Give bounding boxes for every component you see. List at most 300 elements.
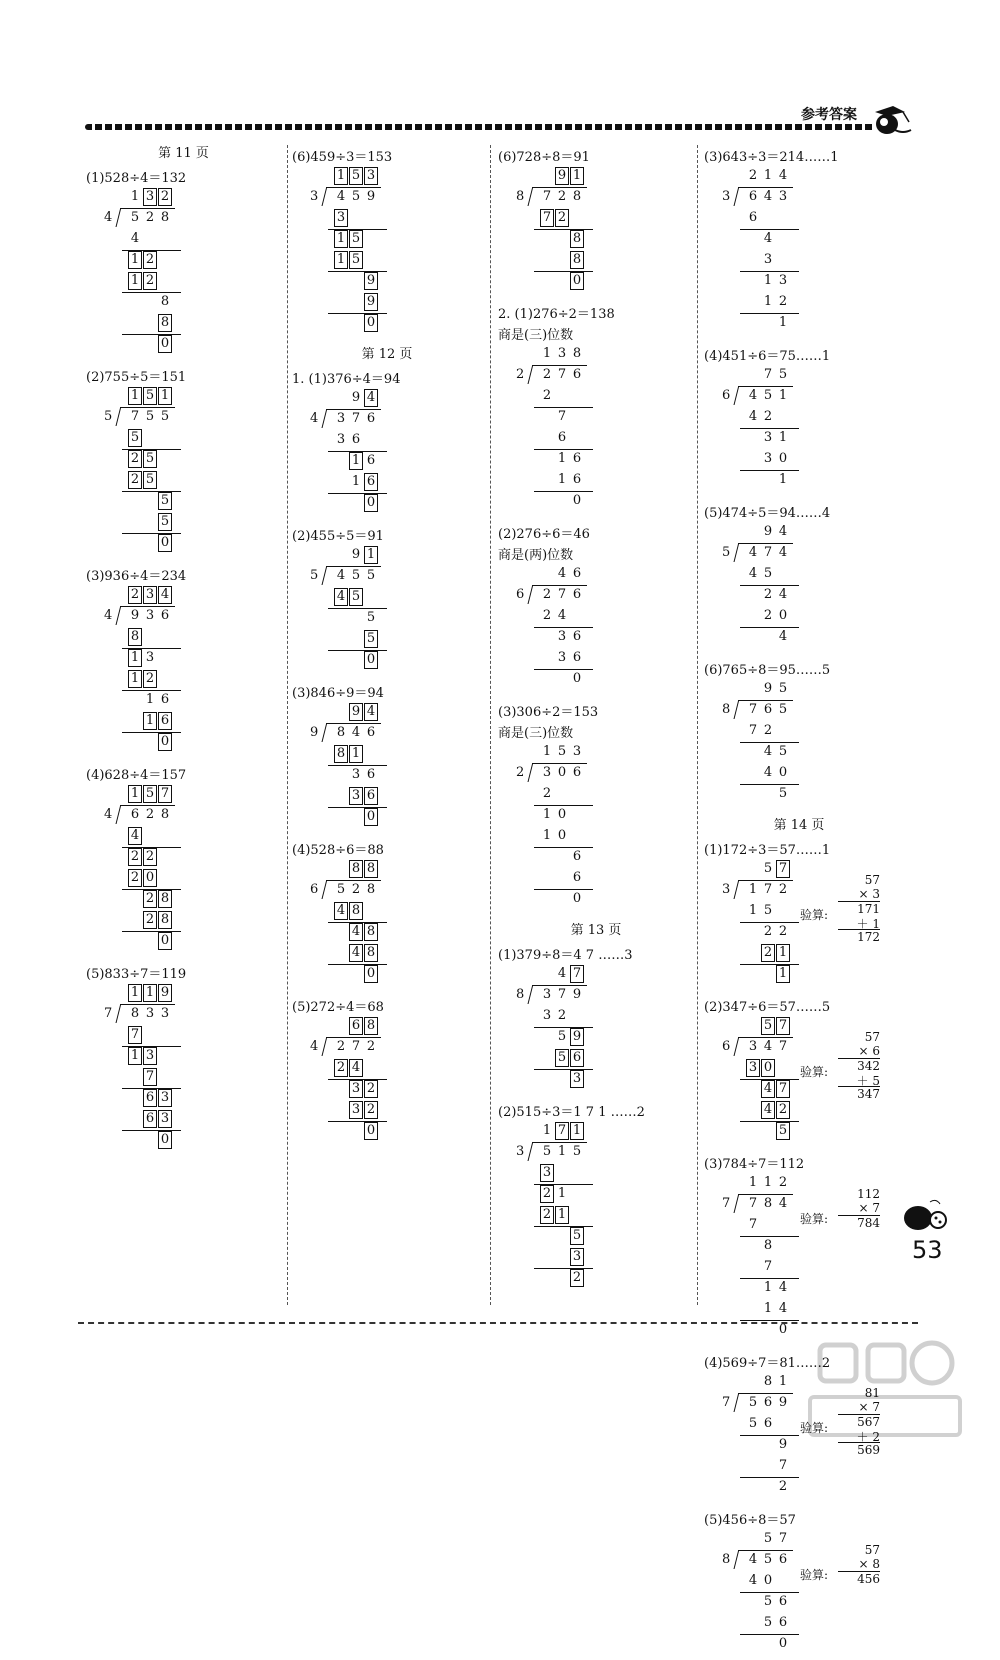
answer-box-digit: 5 — [349, 167, 363, 185]
problem-equation: 2. (1)276÷2＝138 — [498, 307, 615, 322]
digit: 4 — [557, 966, 567, 981]
digit: 6 — [160, 692, 170, 707]
digit: 9 — [763, 524, 773, 539]
digit: 5 — [336, 882, 346, 897]
long-division — [292, 546, 482, 676]
step-rule — [328, 650, 387, 651]
answer-box-digit: 8 — [570, 230, 584, 248]
verification-line: 112 — [857, 1186, 880, 1201]
long-division — [292, 389, 482, 519]
problem-equation: (2)347÷6＝57……5 — [704, 1000, 831, 1015]
answer-box-digit: 0 — [570, 272, 584, 290]
digit: 4 — [336, 189, 346, 204]
answer-box-digit: 5 — [349, 588, 363, 606]
digit: 2 — [557, 189, 567, 204]
verification-line: 57 — [864, 1542, 880, 1557]
divisor: 6 — [722, 1039, 731, 1054]
answer-box-digit: 3 — [334, 209, 348, 227]
section-heading: 第 11 页 — [158, 146, 209, 161]
problem-equation: (2)755÷5＝151 — [86, 370, 187, 385]
verification-label: 验算: — [800, 1567, 829, 1582]
answer-box-digit: 3 — [143, 586, 157, 604]
digit: 6 — [572, 587, 582, 602]
digit: 4 — [763, 744, 773, 759]
answer-box-digit: 5 — [364, 630, 378, 648]
step-rule — [534, 271, 593, 272]
long-division — [498, 1122, 694, 1294]
digit: 2 — [542, 608, 552, 623]
digit: 9 — [572, 987, 582, 1002]
answer-box-digit: 2 — [364, 1101, 378, 1119]
digit: 6 — [763, 702, 773, 717]
long-division — [292, 167, 482, 339]
digit: 1 — [763, 1301, 773, 1316]
digit: 6 — [366, 767, 376, 782]
digit: 5 — [763, 1552, 773, 1567]
digit: 5 — [748, 1416, 758, 1431]
step-rule — [534, 229, 593, 230]
answer-box-digit: 2 — [570, 1269, 584, 1287]
problem-equation: (5)833÷7＝119 — [86, 967, 187, 982]
answer-box-digit: 4 — [761, 1080, 775, 1098]
digit: 2 — [542, 786, 552, 801]
answer-box-digit: 8 — [349, 902, 363, 920]
digit: 5 — [778, 702, 788, 717]
digit: 1 — [748, 882, 758, 897]
digit: 1 — [763, 168, 773, 183]
long-division — [86, 984, 281, 1156]
answer-box-digit: 8 — [349, 860, 363, 878]
long-division — [86, 188, 281, 360]
step-rule — [740, 470, 799, 471]
answer-box-digit: 7 — [540, 209, 554, 227]
digit: 1 — [542, 828, 552, 843]
answer-box-digit: 1 — [143, 712, 157, 730]
verification-line: 172 — [838, 929, 880, 944]
answer-box-digit: 7 — [776, 1080, 790, 1098]
answer-box-digit: 1 — [570, 1122, 584, 1140]
digit: 6 — [763, 1395, 773, 1410]
digit: 3 — [763, 252, 773, 267]
digit-count-note: 商是(两)位数 — [498, 548, 574, 563]
divisor: 2 — [516, 765, 525, 780]
answer-box-digit: 6 — [364, 473, 378, 491]
answer-box-digit: 9 — [570, 1028, 584, 1046]
answer-box-digit: 4 — [334, 902, 348, 920]
answer-box-digit: 6 — [143, 1110, 157, 1128]
divisor: 8 — [516, 987, 525, 1002]
digit: 1 — [778, 430, 788, 445]
long-division — [704, 1174, 894, 1346]
answer-box-digit: 2 — [128, 586, 142, 604]
digit: 2 — [778, 294, 788, 309]
digit: 5 — [145, 409, 155, 424]
digit: 1 — [145, 692, 155, 707]
answer-box-digit: 7 — [776, 860, 790, 878]
step-rule — [122, 491, 181, 492]
step-rule — [328, 493, 387, 494]
digit: 5 — [778, 744, 788, 759]
cartoon-decoration-icon — [900, 1194, 950, 1234]
problem-equation: (3)846÷9＝94 — [292, 686, 384, 701]
long-division — [498, 345, 694, 517]
divisor: 4 — [310, 411, 319, 426]
answer-box-digit: 0 — [158, 335, 172, 353]
step-rule — [122, 292, 181, 293]
digit: 1 — [778, 388, 788, 403]
divisor: 3 — [722, 189, 731, 204]
step-rule — [534, 669, 593, 670]
verification-line: 569 — [838, 1442, 880, 1457]
long-division — [498, 965, 694, 1095]
digit: 4 — [763, 765, 773, 780]
step-rule — [122, 334, 181, 335]
answer-box-digit: 0 — [364, 1122, 378, 1140]
long-division — [498, 565, 694, 695]
answer-box-digit: 4 — [128, 827, 142, 845]
digit: 4 — [778, 168, 788, 183]
divisor: 7 — [722, 1196, 731, 1211]
answer-box-digit: 1 — [334, 167, 348, 185]
answer-column-3 — [498, 140, 694, 1305]
step-rule — [740, 784, 799, 785]
problem-equation: (6)728÷8＝91 — [498, 150, 590, 165]
digit: 5 — [351, 189, 361, 204]
answer-box-digit: 8 — [364, 1017, 378, 1035]
answer-box-digit: 7 — [143, 1068, 157, 1086]
answer-box-digit: 3 — [143, 1047, 157, 1065]
problem-equation: (5)474÷5＝94……4 — [704, 506, 831, 521]
long-division — [86, 387, 281, 559]
divisor: 7 — [722, 1395, 731, 1410]
problem-equation: (4)451÷6＝75……1 — [704, 349, 831, 364]
answer-box-digit: 2 — [128, 848, 142, 866]
answer-box-digit: 1 — [128, 272, 142, 290]
page-header — [85, 100, 915, 140]
verification-line: 567 — [838, 1414, 880, 1429]
answer-box-digit: 5 — [128, 429, 142, 447]
answer-box-digit: 4 — [158, 586, 172, 604]
section-heading: 第 13 页 — [570, 923, 622, 938]
answer-box-digit: 3 — [349, 787, 363, 805]
digit: 8 — [160, 210, 170, 225]
digit: 7 — [748, 723, 758, 738]
digit: 0 — [778, 765, 788, 780]
answer-box-digit: 4 — [349, 944, 363, 962]
digit: 7 — [778, 1458, 788, 1473]
digit: 4 — [557, 566, 567, 581]
digit: 9 — [351, 390, 361, 405]
answer-box-digit: 1 — [158, 387, 172, 405]
answer-box-digit: 0 — [158, 534, 172, 552]
digit: 7 — [351, 1039, 361, 1054]
answer-box-digit: 7 — [570, 965, 584, 983]
problem-equation: (2)515÷3＝1 7 1 ……2 — [498, 1105, 645, 1120]
answer-box-digit: 5 — [143, 387, 157, 405]
digit: 2 — [778, 1175, 788, 1190]
answer-box-digit: 5 — [143, 471, 157, 489]
digit: 2 — [778, 924, 788, 939]
answer-box-digit: 6 — [158, 712, 172, 730]
digit: 2 — [763, 608, 773, 623]
long-division — [704, 680, 894, 810]
answer-box-digit: 7 — [555, 1122, 569, 1140]
step-rule — [534, 847, 593, 848]
problem-equation: (1)172÷3＝57……1 — [704, 843, 831, 858]
long-division — [704, 167, 894, 339]
answer-box-digit: 1 — [334, 230, 348, 248]
digit: 7 — [763, 1259, 773, 1274]
answer-box-digit: 1 — [776, 965, 790, 983]
answer-box-digit: 1 — [128, 670, 142, 688]
digit: 3 — [778, 189, 788, 204]
digit: 0 — [557, 807, 567, 822]
digit: 2 — [145, 807, 155, 822]
answer-box-digit: 3 — [158, 1110, 172, 1128]
divisor: 8 — [722, 1552, 731, 1567]
digit: 9 — [351, 547, 361, 562]
digit: 3 — [778, 273, 788, 288]
digit: 8 — [160, 294, 170, 309]
digit: 5 — [763, 388, 773, 403]
digit: 2 — [763, 723, 773, 738]
verification-line: × 3 — [858, 886, 880, 901]
step-rule — [534, 491, 593, 492]
answer-box-digit: 7 — [128, 1026, 142, 1044]
divisor: 2 — [516, 367, 525, 382]
answer-box-digit: 3 — [540, 1164, 554, 1182]
problem-equation: (2)276÷6＝46 — [498, 527, 590, 542]
digit: 1 — [778, 315, 788, 330]
answer-box-digit: 2 — [143, 911, 157, 929]
answer-box-digit: 8 — [364, 860, 378, 878]
digit: 7 — [778, 1039, 788, 1054]
problem-equation: (3)306÷2＝153 — [498, 705, 599, 720]
digit: 0 — [778, 451, 788, 466]
digit: 1 — [763, 294, 773, 309]
long-division — [498, 743, 694, 915]
digit: 5 — [748, 1395, 758, 1410]
answer-box-digit: 0 — [158, 932, 172, 950]
answer-box-digit: 9 — [349, 703, 363, 721]
problem-equation: (1)379÷8＝4 7 ……3 — [498, 948, 633, 963]
divisor: 4 — [104, 608, 113, 623]
header-title: 参考答案 — [801, 107, 857, 123]
divisor: 8 — [722, 702, 731, 717]
digit: 6 — [572, 870, 582, 885]
digit: 7 — [748, 1196, 758, 1211]
digit: 2 — [557, 1008, 567, 1023]
digit: 1 — [557, 1186, 567, 1201]
digit: 6 — [778, 1615, 788, 1630]
answer-box-digit: 8 — [128, 628, 142, 646]
step-rule — [740, 1477, 799, 1478]
digit: 6 — [572, 472, 582, 487]
digit-count-note: 商是(三)位数 — [498, 726, 574, 741]
digit: 4 — [763, 189, 773, 204]
step-rule — [328, 271, 387, 272]
digit: 5 — [763, 1594, 773, 1609]
verification-label: 验算: — [800, 1065, 829, 1080]
verification-line: 784 — [838, 1215, 880, 1230]
verification-line: × 6 — [858, 1043, 880, 1058]
digit: 8 — [130, 1006, 140, 1021]
divisor: 3 — [516, 1144, 525, 1159]
digit: 3 — [572, 744, 582, 759]
step-rule — [534, 1226, 593, 1227]
problem-equation: (4)528÷6＝88 — [292, 843, 384, 858]
answer-box-digit: 2 — [143, 890, 157, 908]
digit: 8 — [572, 346, 582, 361]
answer-box-digit: 4 — [349, 1059, 363, 1077]
digit: 5 — [572, 1144, 582, 1159]
section-heading: 第 14 页 — [773, 818, 825, 833]
digit: 3 — [748, 1039, 758, 1054]
digit: 6 — [572, 367, 582, 382]
step-rule — [122, 931, 181, 932]
digit: 3 — [145, 650, 155, 665]
digit: 1 — [763, 273, 773, 288]
problem-equation: (6)459÷3＝153 — [292, 150, 393, 165]
column-divider — [490, 145, 491, 1305]
problem-equation: (2)455÷5＝91 — [292, 529, 384, 544]
answer-box-digit: 7 — [776, 1017, 790, 1035]
digit: 0 — [572, 671, 582, 686]
digit: 3 — [145, 608, 155, 623]
digit: 2 — [778, 1479, 788, 1494]
digit: 5 — [366, 568, 376, 583]
digit: 7 — [763, 545, 773, 560]
answer-box-digit: 6 — [349, 1017, 363, 1035]
digit: 7 — [748, 702, 758, 717]
digit: 3 — [351, 767, 361, 782]
answer-box-digit: 5 — [776, 1122, 790, 1140]
long-division — [704, 1017, 894, 1147]
answer-box-digit: 5 — [143, 450, 157, 468]
answer-box-digit: 2 — [158, 188, 172, 206]
divisor: 6 — [310, 882, 319, 897]
digit: 7 — [557, 987, 567, 1002]
answer-box-digit: 9 — [555, 167, 569, 185]
answer-box-digit: 2 — [761, 944, 775, 962]
answer-box-digit: 4 — [349, 923, 363, 941]
problem-equation: (6)765÷8＝95……5 — [704, 663, 831, 678]
digit: 1 — [351, 474, 361, 489]
digit: 5 — [763, 903, 773, 918]
long-division — [292, 703, 482, 833]
digit: 0 — [778, 608, 788, 623]
digit: 1 — [748, 903, 758, 918]
digit: 5 — [130, 210, 140, 225]
answer-box-digit: 2 — [334, 1059, 348, 1077]
answer-box-digit: 7 — [158, 785, 172, 803]
answer-box-digit: 1 — [776, 944, 790, 962]
digit: 8 — [160, 807, 170, 822]
step-rule — [122, 533, 181, 534]
digit: 6 — [748, 210, 758, 225]
answer-box-digit: 1 — [364, 546, 378, 564]
digit: 1 — [778, 1374, 788, 1389]
digit: 4 — [351, 725, 361, 740]
digit-count-note: 商是(三)位数 — [498, 328, 574, 343]
answer-box-digit: 8 — [158, 911, 172, 929]
digit: 1 — [778, 472, 788, 487]
answer-box-digit: 5 — [158, 492, 172, 510]
digit: 0 — [778, 1322, 788, 1337]
answer-box-digit: 1 — [334, 251, 348, 269]
answer-box-digit: 2 — [540, 1206, 554, 1224]
problem-equation: (3)643÷3＝214……1 — [704, 150, 839, 165]
answer-box-digit: 4 — [334, 588, 348, 606]
long-division — [86, 785, 281, 957]
answer-box-digit: 1 — [143, 984, 157, 1002]
answer-box-digit: 1 — [128, 984, 142, 1002]
digit: 6 — [366, 453, 376, 468]
step-rule — [740, 313, 799, 314]
digit: 3 — [145, 1006, 155, 1021]
verification-label: 验算: — [800, 908, 829, 923]
digit: 8 — [366, 882, 376, 897]
problem-equation: (3)936÷4＝234 — [86, 569, 187, 584]
digit: 5 — [351, 568, 361, 583]
digit: 3 — [557, 346, 567, 361]
digit: 2 — [763, 924, 773, 939]
problem-equation: (1)528÷4＝132 — [86, 171, 187, 186]
step-rule — [740, 1121, 799, 1122]
step-rule — [740, 1320, 799, 1321]
digit: 3 — [160, 1006, 170, 1021]
step-rule — [740, 1435, 799, 1436]
digit: 8 — [763, 1374, 773, 1389]
divisor: 5 — [310, 568, 319, 583]
digit: 6 — [557, 430, 567, 445]
digit: 7 — [557, 367, 567, 382]
answer-box-digit: 0 — [364, 494, 378, 512]
answer-box-digit: 2 — [776, 1101, 790, 1119]
digit: 6 — [572, 451, 582, 466]
digit: 6 — [572, 765, 582, 780]
answer-box-digit: 3 — [364, 167, 378, 185]
digit: 1 — [557, 1144, 567, 1159]
verification-label: 验算: — [800, 1421, 829, 1436]
digit: 0 — [778, 1636, 788, 1651]
digit: 2 — [763, 409, 773, 424]
digit: 4 — [763, 1039, 773, 1054]
long-division — [292, 1017, 482, 1147]
header-dotted-rule — [85, 124, 875, 130]
mascot-icon — [865, 100, 915, 140]
digit: 2 — [366, 1039, 376, 1054]
long-division — [498, 167, 694, 297]
divisor: 3 — [722, 882, 731, 897]
digit: 3 — [542, 765, 552, 780]
digit: 4 — [557, 608, 567, 623]
answer-box-digit: 2 — [128, 869, 142, 887]
answer-box-digit: 2 — [540, 1185, 554, 1203]
digit: 1 — [763, 1280, 773, 1295]
digit: 4 — [778, 545, 788, 560]
digit: 4 — [778, 1280, 788, 1295]
answer-box-digit: 0 — [364, 314, 378, 332]
verification-line: ＋ 1 — [856, 916, 880, 931]
answer-box-digit: 2 — [364, 1080, 378, 1098]
digit: 3 — [336, 411, 346, 426]
answer-box-digit: 3 — [158, 1089, 172, 1107]
digit: 5 — [778, 786, 788, 801]
answer-box-digit: 2 — [128, 471, 142, 489]
answer-box-digit: 3 — [746, 1059, 760, 1077]
digit: 4 — [336, 568, 346, 583]
